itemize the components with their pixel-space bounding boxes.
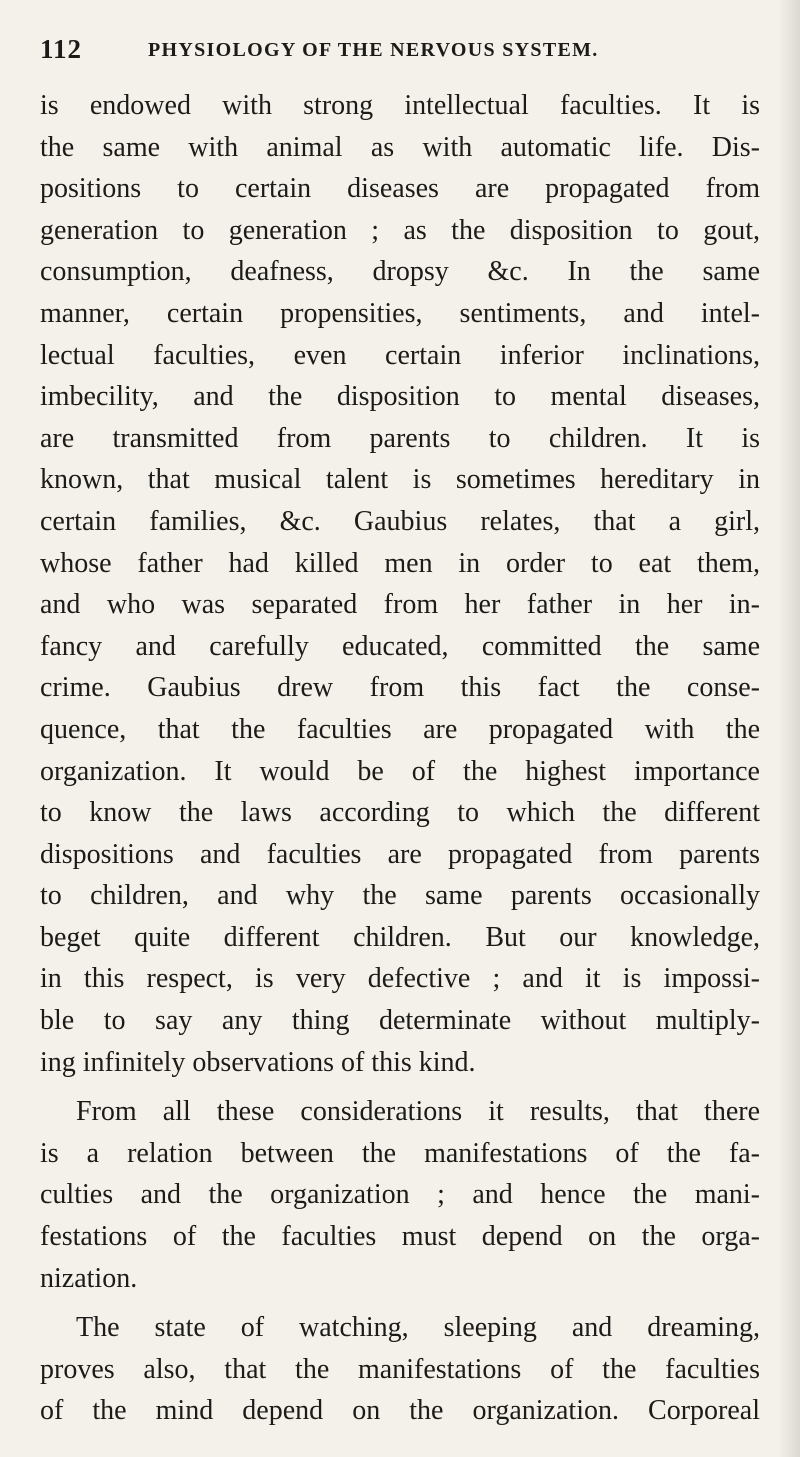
paragraph-gap <box>40 1299 760 1307</box>
page-edge-shadow <box>778 0 800 1457</box>
text-line: quence, that the faculties are propagated with the <box>40 713 760 745</box>
text-line: known, that musical talent is sometimes hereditary in <box>40 464 760 496</box>
text-line: imbecility, and the disposition to mental diseases, <box>40 381 760 413</box>
text-line: certain families, &c. Gaubius relates, that a girl, <box>40 505 760 537</box>
text-line: nization. <box>40 1262 138 1294</box>
text-line: proves also, that the manifestations of the faculties <box>40 1353 760 1385</box>
text-line: dispositions and faculties are propagated from parents <box>40 838 760 870</box>
text-line: the same with animal as with automatic life. Dis- <box>40 131 760 163</box>
text-line: The state of watching, sleeping and dreaming, <box>76 1312 760 1344</box>
text-line: fancy and carefully educated, committed the same <box>40 630 760 662</box>
text-line: lectual faculties, even certain inferior inclinations, <box>40 339 760 371</box>
text-line: and who was separated from her father in her in- <box>40 589 760 621</box>
text-line: ble to say any thing determinate without multiply- <box>40 1005 760 1037</box>
text-line: is a relation between the manifestations of the fa- <box>40 1137 760 1169</box>
text-line: of the mind depend on the organization. Corporeal <box>40 1395 760 1427</box>
text-line: to know the laws according to which the different <box>40 797 760 829</box>
paragraph-2 <box>40 1091 760 1299</box>
text-line: crime. Gaubius drew from this fact the conse- <box>40 672 760 704</box>
body-text <box>40 85 760 1432</box>
text-line: to children, and why the same parents occasionally <box>40 880 760 912</box>
paragraph-gap <box>40 1083 760 1091</box>
text-line: manner, certain propensities, sentiments, and intel- <box>40 297 760 329</box>
running-head: PHYSIOLOGY OF THE NERVOUS SYSTEM. <box>148 39 599 61</box>
text-line: From all these considerations it results, that there <box>76 1096 760 1128</box>
paragraph-1 <box>40 85 760 1083</box>
text-line: culties and the organization ; and hence the mani- <box>40 1179 760 1211</box>
text-line: organization. It would be of the highest importance <box>40 755 760 787</box>
paragraph-3 <box>40 1307 760 1432</box>
text-line: consumption, deafness, dropsy &c. In the same <box>40 256 760 288</box>
text-line: festations of the faculties must depend on the orga- <box>40 1221 760 1253</box>
text-line: generation to generation ; as the disposition to gout, <box>40 214 760 246</box>
page-header <box>40 34 760 74</box>
text-line: whose father had killed men in order to eat them, <box>40 547 760 579</box>
page-number: 112 <box>40 34 83 64</box>
text-line: beget quite different children. But our knowledge, <box>40 921 760 953</box>
text-line: ing infinitely observations of this kind. <box>40 1046 476 1078</box>
text-line: positions to certain diseases are propagated from <box>40 173 760 205</box>
text-line: are transmitted from parents to children. It is <box>40 422 760 454</box>
text-line: is endowed with strong intellectual faculties. It is <box>40 90 760 121</box>
text-line: in this respect, is very defective ; and it is impossi- <box>40 963 760 995</box>
